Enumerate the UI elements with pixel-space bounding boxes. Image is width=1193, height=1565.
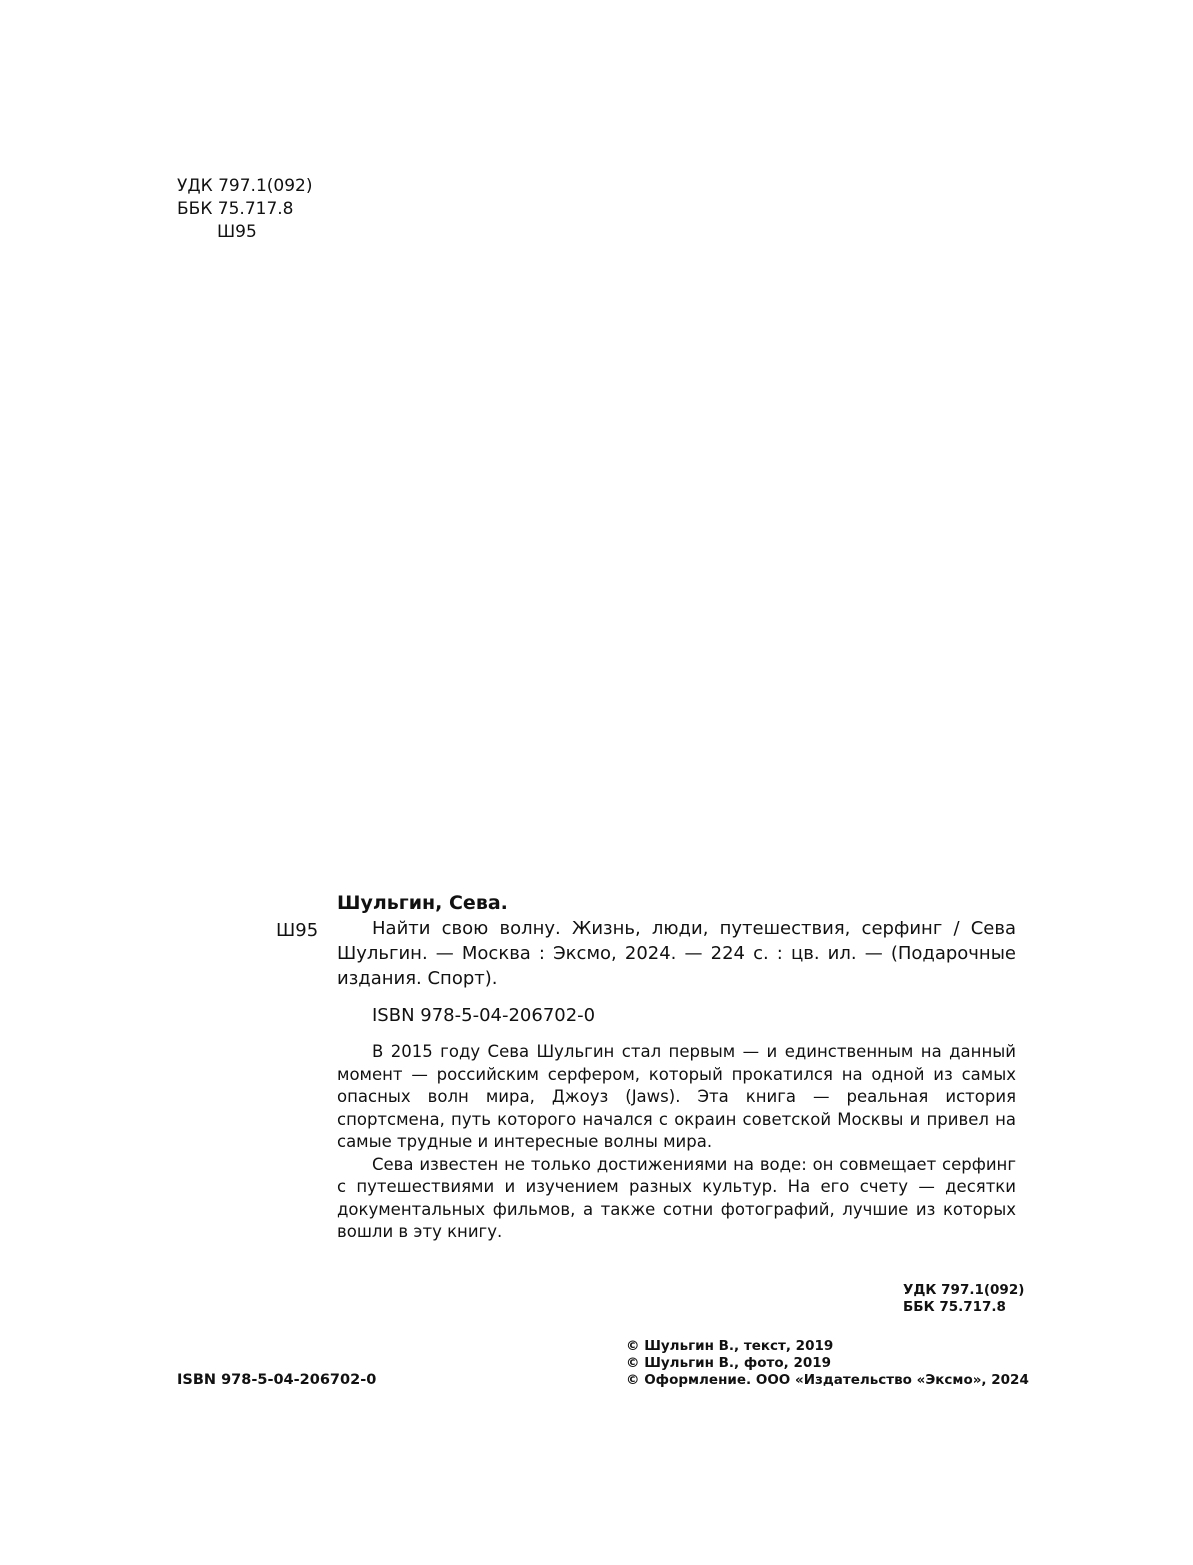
bbk-code: ББК 75.717.8 xyxy=(177,199,294,219)
copyright-line: © Оформление. ООО «Издательство «Эксмо», 2024 xyxy=(626,1372,1029,1388)
card-author-mark: Ш95 xyxy=(276,920,319,941)
copyright-line: © Шульгин В., фото, 2019 xyxy=(626,1355,832,1371)
copyright-line: © Шульгин В., текст, 2019 xyxy=(626,1338,834,1354)
annotation-paragraph: В 2015 году Сева Шульгин стал первым — и единственным на данный момент — российским серфером, который прокатился на одной из самых опасных волн мира, Джоуз (Jaws). Эта книга — реальная история спортсмена, путь которого начался с окраин советской Москвы и привел на самые трудные и интересные волны мира. xyxy=(337,1042,1016,1151)
udk-code: УДК 797.1(092) xyxy=(177,176,313,196)
footer-isbn: ISBN 978-5-04-206702-0 xyxy=(177,1372,377,1388)
card-author: Шульгин, Сева. xyxy=(337,892,508,914)
card-title-description: Найти свою волну. Жизнь, люди, путешествия, серфинг / Сева Шульгин. — Москва : Эксмо, 2024. — 224 с. : цв. ил. — (Подарочные издания. Спорт). xyxy=(337,918,1016,989)
card-isbn: ISBN 978-5-04-206702-0 xyxy=(372,1005,596,1026)
copyright-block xyxy=(626,1338,1029,1389)
annotation-paragraph: Сева известен не только достижениями на воде: он совмещает серфинг с путешествиями и изучением разных культур. На его счету — десятки документальных фильмов, а также сотни фотографий, лучшие из которых вошли в эту книгу. xyxy=(337,1154,1016,1241)
author-mark: Ш95 xyxy=(217,222,257,242)
bottom-classification-block xyxy=(903,1282,1024,1316)
udk-code: УДК 797.1(092) xyxy=(903,1282,1025,1298)
bbk-code: ББК 75.717.8 xyxy=(903,1299,1006,1315)
top-classification-block xyxy=(177,175,313,244)
card-annotation xyxy=(337,1041,1016,1244)
